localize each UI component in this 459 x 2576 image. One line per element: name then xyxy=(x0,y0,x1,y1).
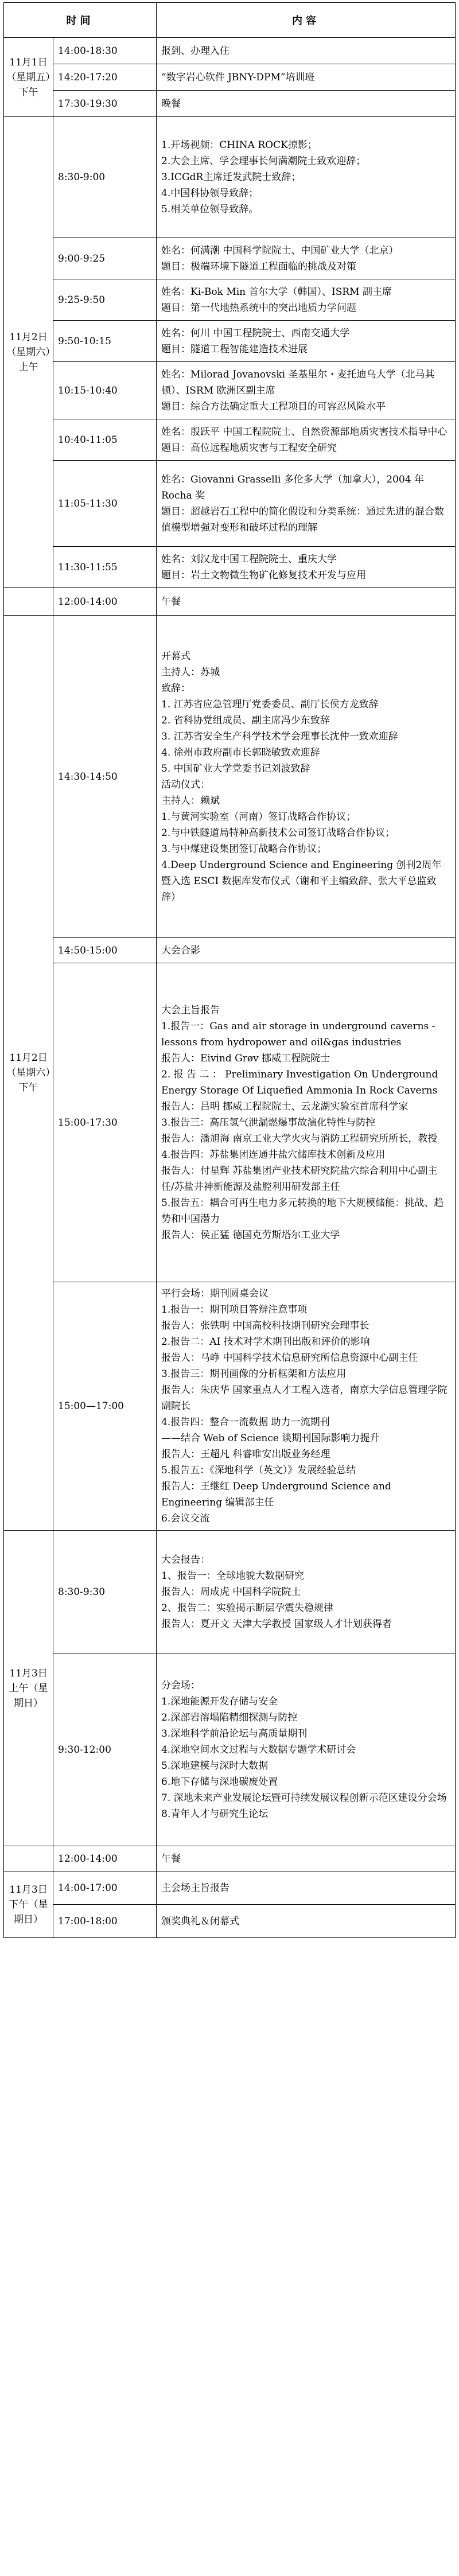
content-cell xyxy=(157,279,456,321)
content-line: 报告人：潘旭海 南京工业大学火灾与消防工程研究所所长，教授 xyxy=(161,1133,438,1145)
time-cell: 15:00-17:30 xyxy=(53,963,157,1282)
content-line: 题目：高位远程地质灾害与工程安全研究 xyxy=(161,442,337,454)
content-line: 3.深地科学前沿论坛与高质量期刊 xyxy=(161,1727,308,1740)
content-line: 题目：岩土文物微生物矿化修复技术开发与应用 xyxy=(161,569,366,581)
content-line: 4. 徐州市政府副市长郭晓敏致欢迎辞 xyxy=(161,746,320,758)
table-row xyxy=(4,64,456,91)
content-line: 1.开场视频：CHINA ROCK掠影； xyxy=(161,139,317,151)
content-line: 1.报告一：Gas and air storage in underground caverns - lessons from hydropower and oil&gas industries xyxy=(161,1020,435,1048)
table-row xyxy=(4,461,456,547)
header-time: 时间 xyxy=(4,3,157,38)
content-cell xyxy=(157,91,456,117)
content-line: 姓名：Giovanni Grasselli 多伦多大学（加拿大），2004 年 Rocha 奖 xyxy=(161,473,424,501)
content-line: 午餐 xyxy=(161,596,181,608)
content-cell xyxy=(157,938,456,963)
content-line: 6.会议交流 xyxy=(161,1513,210,1524)
content-line: 致辞： xyxy=(161,682,190,694)
content-line: 3.报告三：期刊画像的分析框架和方法应用 xyxy=(161,1368,347,1380)
content-line: 大会报告： xyxy=(161,1554,210,1566)
content-line: 5.相关单位领导致辞。 xyxy=(161,204,259,215)
table-row xyxy=(4,547,456,588)
content-line: 姓名：Ki-Bok Min 首尔大学（韩国）、ISRM 副主席 xyxy=(161,286,392,298)
time-cell: 9:00-9:25 xyxy=(53,238,157,279)
table-row xyxy=(4,91,456,117)
content-line: 1.深地能源开发存储与安全 xyxy=(161,1695,278,1707)
content-line: 5. 中国矿业大学党委书记刘波致辞 xyxy=(161,762,310,775)
content-cell xyxy=(157,1905,456,1938)
content-line: 3. 江苏省安全生产科学技术学会理事长沈仲一致欢迎辞 xyxy=(161,730,398,742)
content-line: 报告人：夏开文 天津大学教授 国家级人才计划获得者 xyxy=(161,1618,392,1630)
content-line: 4.Deep Underground Science and Engineering 创刊2周年暨入选 ESCI 数据库发布仪式（谢和平主编致辞、张大平总监致辞） xyxy=(161,859,442,903)
content-cell xyxy=(157,64,456,91)
time-cell: 14:50-15:00 xyxy=(53,938,157,963)
content-line: 2、报告二：实验揭示断层孕震失稳规律 xyxy=(161,1602,333,1614)
content-line: 1.报告一：期刊项目答辩注意事项 xyxy=(161,1304,308,1316)
time-cell: 8:30-9:30 xyxy=(53,1531,157,1653)
table-row xyxy=(4,1531,456,1653)
content-cell xyxy=(157,1846,456,1871)
content-line: 4.中国科协领导致辞； xyxy=(161,188,259,199)
day-cell xyxy=(4,1846,53,1871)
content-line: 2.报告二：AI 技术对学术期刊出版和评价的影响 xyxy=(161,1336,370,1348)
content-line: 主持人：赖斌 xyxy=(161,795,220,807)
content-line: 报告人：王超凡 科睿唯安出版业务经理 xyxy=(161,1449,330,1460)
time-cell: 17:00-18:00 xyxy=(53,1905,157,1938)
day-cell: 11月3日下午（星期日） xyxy=(4,1871,53,1938)
content-cell xyxy=(157,1282,456,1531)
content-line: 姓名：殷跃平 中国工程院院士、自然资源部地质灾害技术指导中心 xyxy=(161,426,448,438)
content-line: 晚餐 xyxy=(161,98,181,110)
content-cell xyxy=(157,1531,456,1653)
time-cell: 9:25-9:50 xyxy=(53,279,157,321)
content-cell xyxy=(157,321,456,362)
table-row xyxy=(4,419,456,461)
content-line: 报到、办理入住 xyxy=(161,45,230,57)
content-line: 题目：第一代地热系统中的突出地质力学问题 xyxy=(161,302,356,314)
header-content: 内容 xyxy=(157,3,456,38)
content-line: 5.报告五：耦合可再生电力多元转换的地下大规模储能：挑战、趋势和中国潜力 xyxy=(161,1197,444,1225)
time-cell: 12:00-14:00 xyxy=(53,588,157,616)
content-line: 主持人：苏城 xyxy=(161,666,220,678)
content-line: 5.报告五：《深地科学（英文）》发展经验总结 xyxy=(161,1465,356,1476)
content-line: 7. 深地未来产业发展论坛暨可持续发展议程创新示范区建设分会场 xyxy=(161,1792,447,1804)
content-line: 报告人：王继红 Deep Underground Science and Engineering 编辑部主任 xyxy=(161,1481,391,1508)
table-row xyxy=(4,1653,456,1846)
table-row xyxy=(4,1846,456,1871)
content-line: 5.深地建模与深时大数据 xyxy=(161,1760,269,1772)
table-row xyxy=(4,117,456,238)
table-row xyxy=(4,321,456,362)
content-line: 4.深地空间水文过程与大数据专题学术研讨会 xyxy=(161,1744,356,1756)
content-line: 2. 报 告 二 ： Preliminary Investigation On Underground Energy Storage Of Liquefied Ammonia In Rock Caverns xyxy=(161,1068,438,1096)
content-line: 2.与中铁隧道局特种高新技术公司签订战略合作协议； xyxy=(161,827,395,839)
content-cell xyxy=(157,1871,456,1905)
content-line: 1.与黄河实验室（河南）签订战略合作协议； xyxy=(161,811,356,823)
time-cell: 8:30-9:00 xyxy=(53,117,157,238)
day-cell: 11月3日上午（星期日） xyxy=(4,1531,53,1846)
day-cell: 11月2日（星期六）上午 xyxy=(4,117,53,588)
content-line: 6.地下存储与深地碳废处置 xyxy=(161,1776,278,1788)
content-cell xyxy=(157,461,456,547)
content-line: 平行会场：期刊圆桌会议 xyxy=(161,1288,269,1299)
content-cell xyxy=(157,117,456,238)
table-row xyxy=(4,279,456,321)
day-cell: 11月1日（星期五）下午 xyxy=(4,38,53,117)
content-line: 1. 江苏省应急管理厅党委委员、副厅长侯方龙致辞 xyxy=(161,698,379,710)
content-line: “数字岩心软件 JBNY-DPM”培训班 xyxy=(161,71,315,83)
content-line: 3.与中煤建设集团签订战略合作协议； xyxy=(161,843,327,855)
content-line: 颁奖典礼＆闭幕式 xyxy=(161,1915,239,1927)
schedule-table xyxy=(3,2,456,1938)
content-line: 姓名：Milorad Jovanovski 圣基里尔・麦托迪乌大学（北马其顿）、ISRM 欧洲区副主席 xyxy=(161,368,435,396)
content-line: 报告人：吕明 挪威工程院院士、云龙湖实验室首席科学家 xyxy=(161,1100,409,1112)
content-line: 姓名：刘汉龙中国工程院院士、重庆大学 xyxy=(161,553,337,565)
content-line: 分会场： xyxy=(161,1679,200,1691)
time-cell: 9:50-10:15 xyxy=(53,321,157,362)
content-cell xyxy=(157,588,456,616)
content-cell xyxy=(157,547,456,588)
table-row xyxy=(4,362,456,419)
content-line: 2.大会主席、学会理事长何满潮院士致欢迎辞； xyxy=(161,155,366,167)
content-line: 题目：隧道工程智能建造技术进展 xyxy=(161,343,308,355)
time-cell: 14:20-17:20 xyxy=(53,64,157,91)
content-cell xyxy=(157,963,456,1282)
time-cell: 11:30-11:55 xyxy=(53,547,157,588)
time-cell: 17:30-19:30 xyxy=(53,91,157,117)
content-cell xyxy=(157,362,456,419)
content-cell xyxy=(157,1653,456,1846)
content-line: 报告人：Eivind Grøv 挪威工程院院士 xyxy=(161,1052,330,1064)
table-row xyxy=(4,588,456,616)
schedule-body xyxy=(4,38,456,1938)
content-line: 报告人：付星辉 苏盐集团产业技术研究院盐穴综合利用中心副主任/苏盐井神新能源及盐腔利用研发部主任 xyxy=(161,1165,438,1193)
table-row xyxy=(4,963,456,1282)
table-row xyxy=(4,1282,456,1531)
content-line: 2. 省科协党组成员、副主席冯少东致辞 xyxy=(161,714,330,726)
time-cell: 14:30-14:50 xyxy=(53,616,157,938)
time-cell: 14:00-18:30 xyxy=(53,38,157,64)
time-cell: 15:00—17:00 xyxy=(53,1282,157,1531)
content-line: 8.青年人才与研究生论坛 xyxy=(161,1808,269,1820)
content-line: 姓名：何川 中国工程院院士、西南交通大学 xyxy=(161,327,350,339)
table-row xyxy=(4,938,456,963)
content-line: 开幕式 xyxy=(161,650,190,662)
time-cell: 14:00-17:00 xyxy=(53,1871,157,1905)
content-line: 报告人：侯正猛 德国克劳斯塔尔工业大学 xyxy=(161,1229,340,1241)
day-cell: 11月2日（星期六）下午 xyxy=(4,616,53,1531)
content-line: 报告人：周成虎 中国科学院院士 xyxy=(161,1586,301,1598)
time-cell: 9:30-12:00 xyxy=(53,1653,157,1846)
content-line: 题目：极端环境下隧道工程面临的挑战及对策 xyxy=(161,260,356,273)
table-header-row xyxy=(4,3,456,38)
content-line: 4.报告四：整合一流数据 助力一流期刊 xyxy=(161,1417,330,1428)
table-row xyxy=(4,38,456,64)
content-line: 2.深部岩溶塌陷精细探测与防控 xyxy=(161,1711,298,1723)
table-row xyxy=(4,616,456,938)
content-line: 主会场主旨报告 xyxy=(161,1882,230,1894)
content-line: 活动仪式： xyxy=(161,779,210,791)
time-cell: 10:15-10:40 xyxy=(53,362,157,419)
time-cell: 10:40-11:05 xyxy=(53,419,157,461)
content-line: 题目：超越岩石工程中的简化假设和分类系统：通过先进的混合数值模型增强对变形和破坏过程的理解 xyxy=(161,505,444,534)
content-cell xyxy=(157,238,456,279)
content-line: 报告人：马峥 中国科学技术信息研究所信息资源中心副主任 xyxy=(161,1352,418,1364)
content-line: 报告人：张铁明 中国高校科技期刊研究会理事长 xyxy=(161,1320,369,1332)
content-line: 题目：综合方法确定重大工程项目的可容忍风险水平 xyxy=(161,400,386,413)
content-line: 姓名：何满潮 中国科学院院士、中国矿业大学（北京） xyxy=(161,244,399,256)
content-line: 午餐 xyxy=(161,1853,181,1865)
content-cell xyxy=(157,419,456,461)
content-line: 4.报告四：苏盐集团连通井盐穴储库技术创新及应用 xyxy=(161,1149,386,1161)
content-line: 3.ICGdR主席迁发武院士致辞； xyxy=(161,172,301,183)
content-line: 1、报告一：全球地貌大数据研究 xyxy=(161,1570,304,1582)
time-cell: 11:05-11:30 xyxy=(53,461,157,547)
day-cell xyxy=(4,588,53,616)
content-line: 3.报告三：高压氢气泄漏燃爆事故演化特性与防控 xyxy=(161,1116,376,1129)
content-line: 大会主旨报告 xyxy=(161,1004,220,1016)
content-line: ——结合 Web of Science 谈期刊国际影响力提升 xyxy=(161,1433,380,1444)
content-cell xyxy=(157,38,456,64)
content-line: 报告人：朱庆华 国家重点人才工程入选者，南京大学信息管理学院副院长 xyxy=(161,1384,448,1412)
table-row xyxy=(4,1905,456,1938)
content-cell xyxy=(157,616,456,938)
table-row xyxy=(4,1871,456,1905)
content-line: 大会合影 xyxy=(161,944,200,956)
table-row xyxy=(4,238,456,279)
time-cell: 12:00-14:00 xyxy=(53,1846,157,1871)
